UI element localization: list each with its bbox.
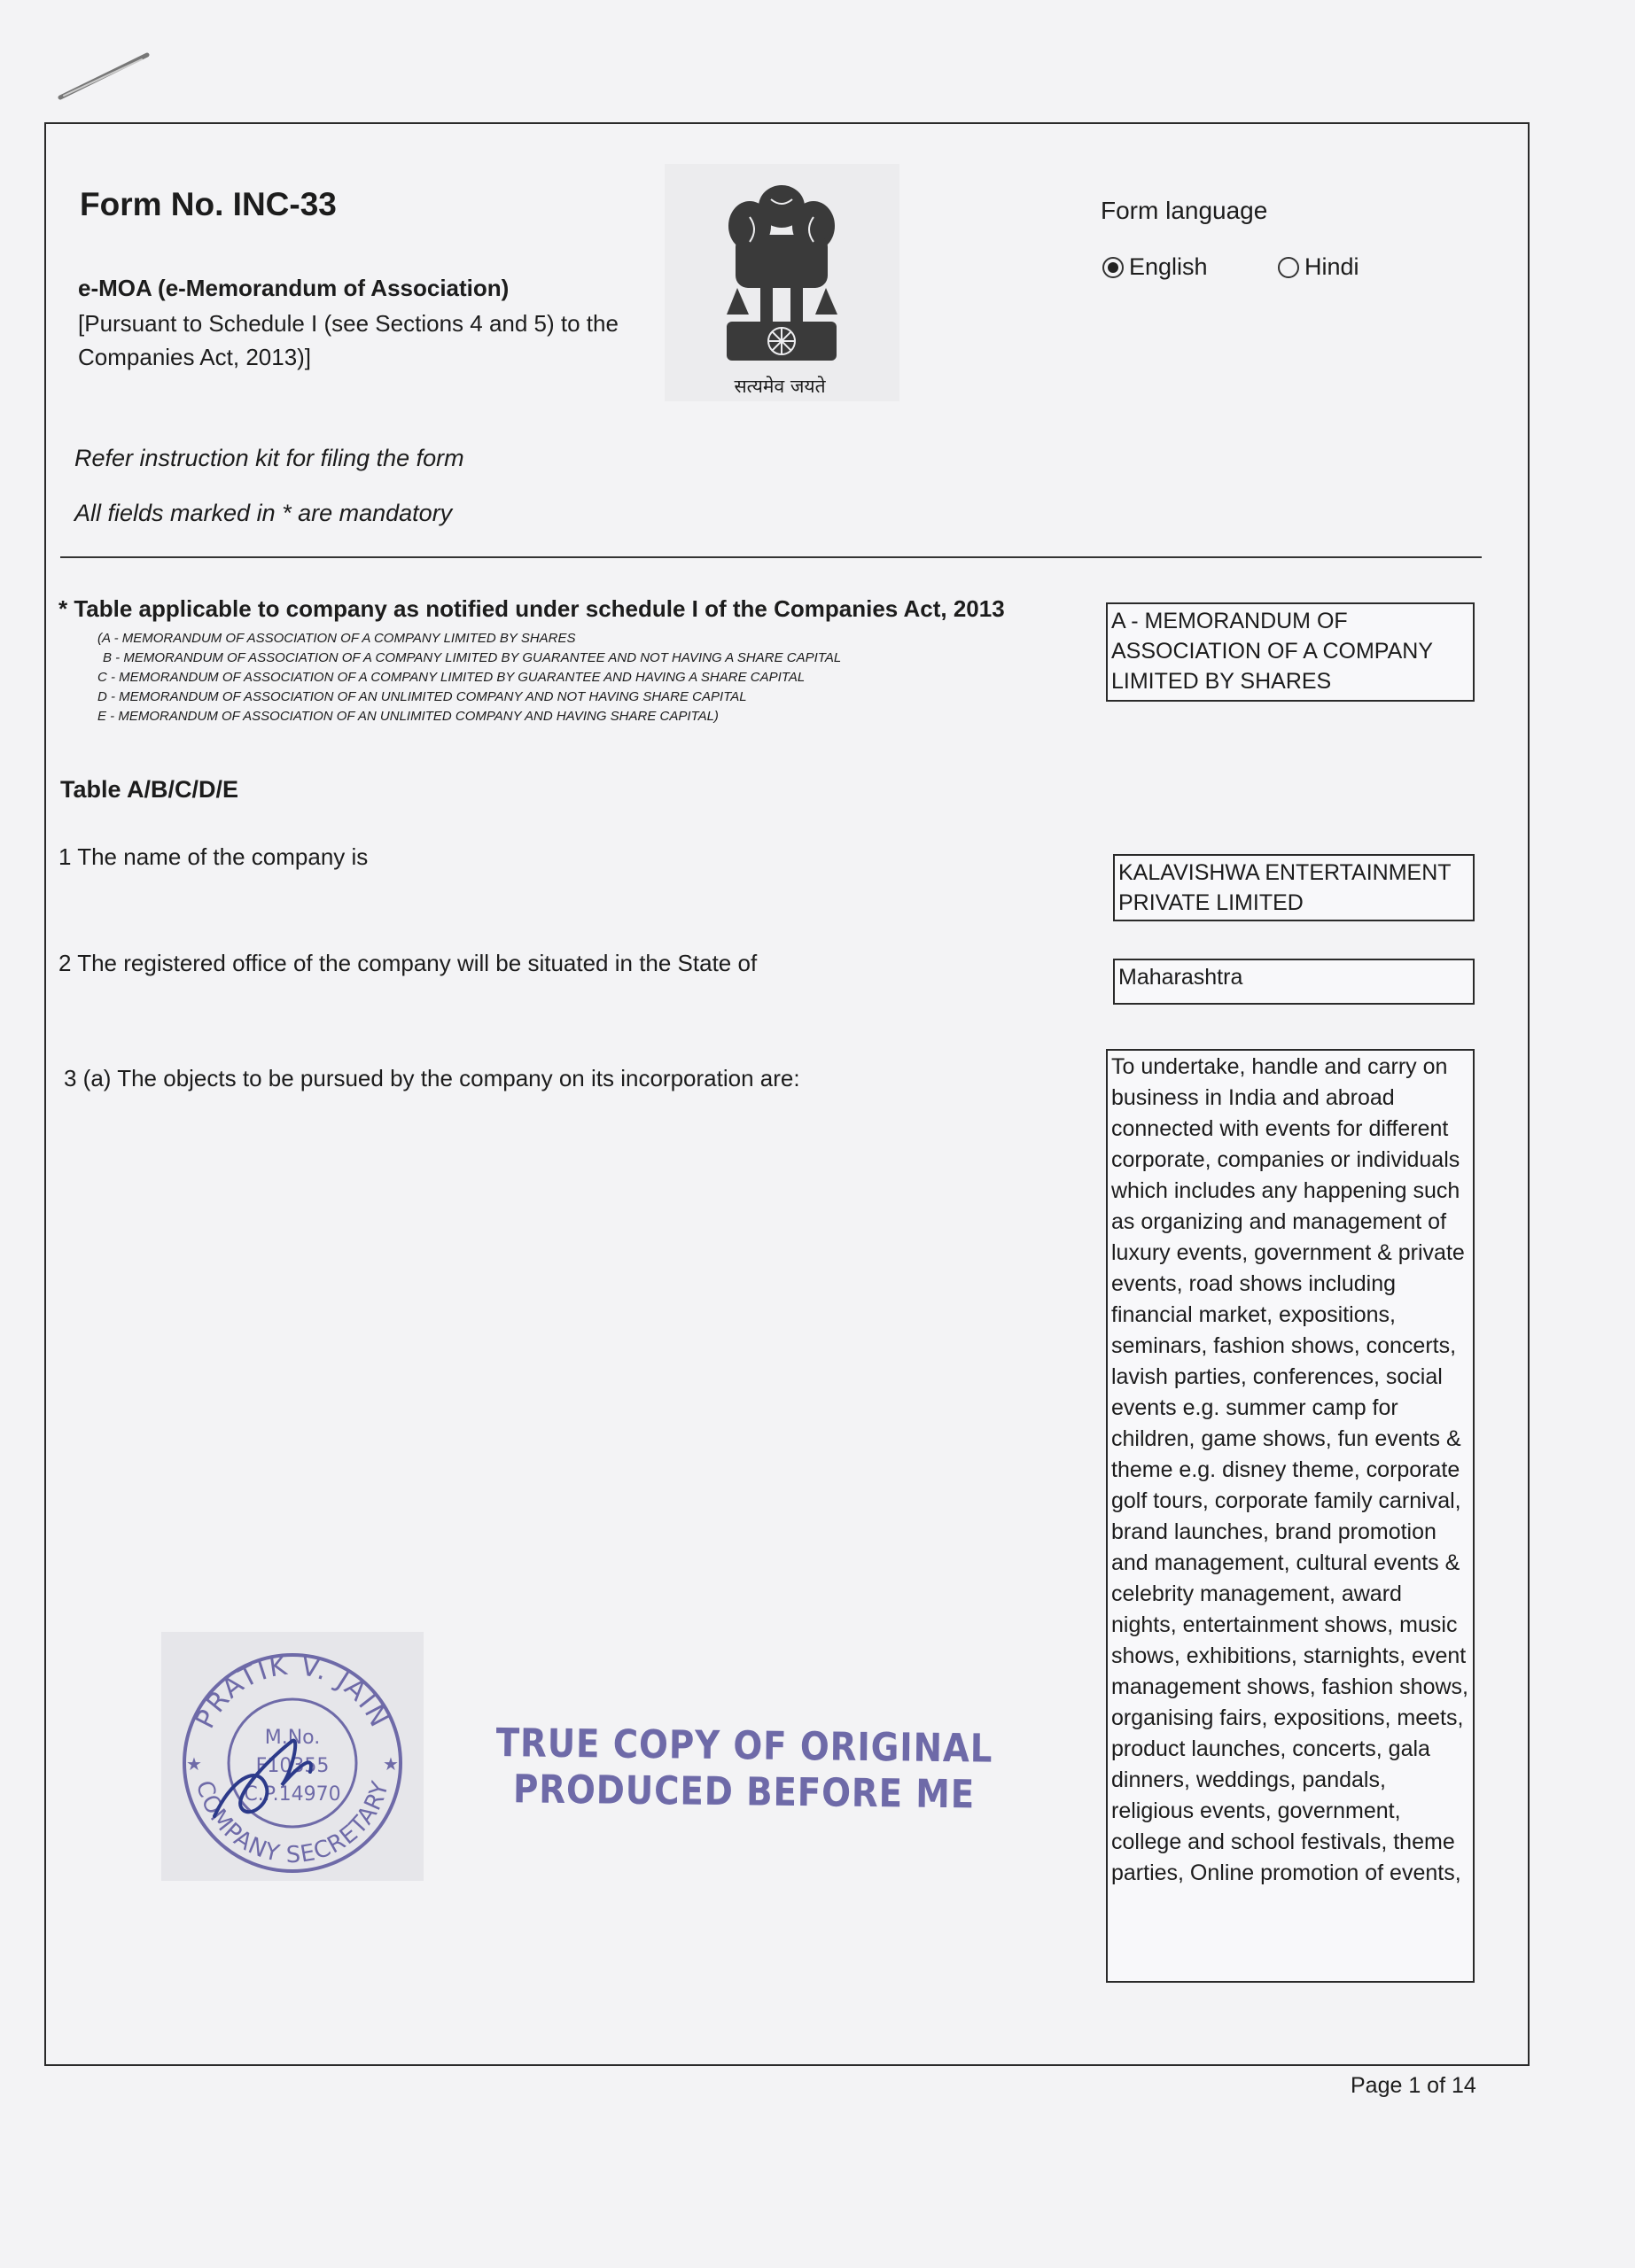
stamp-line: TRUE COPY OF ORIGINAL bbox=[495, 1720, 993, 1772]
svg-text:★: ★ bbox=[186, 1755, 202, 1775]
table-option: E - MEMORANDUM OF ASSOCIATION OF AN UNLIMITED COMPANY AND HAVING SHARE CAPITAL) bbox=[97, 709, 719, 724]
radio-unselected-icon[interactable] bbox=[1278, 257, 1299, 278]
table-option: B - MEMORANDUM OF ASSOCIATION OF A COMPANY LIMITED BY GUARANTEE AND NOT HAVING A SHARE CAPITAL bbox=[103, 650, 842, 665]
seal-line: C.P.14970 bbox=[244, 1783, 341, 1806]
svg-text:★: ★ bbox=[383, 1755, 399, 1775]
company-name-field[interactable]: KALAVISHWA ENTERTAINMENT PRIVATE LIMITED bbox=[1113, 854, 1475, 921]
page-number: Page 1 of 14 bbox=[1351, 2073, 1476, 2098]
instruction-note: Refer instruction kit for filing the form bbox=[74, 445, 464, 471]
company-name-label: 1 The name of the company is bbox=[58, 843, 369, 870]
mandatory-note: All fields marked in * are mandatory bbox=[74, 500, 453, 526]
language-option-english[interactable] bbox=[1102, 253, 1208, 281]
seal-line: M.No. bbox=[264, 1727, 321, 1749]
true-copy-stamp bbox=[495, 1720, 993, 1819]
registered-state-field[interactable]: Maharashtra bbox=[1113, 959, 1475, 1005]
language-option-label: English bbox=[1129, 253, 1208, 280]
form-pursuant-text: [Pursuant to Schedule I (see Sections 4 and 5) to the Companies Act, 2013)] bbox=[78, 310, 619, 370]
form-number: Form No. INC-33 bbox=[80, 186, 337, 222]
seal-ring-bottom: COMPANY SECRETARY bbox=[190, 1777, 395, 1869]
table-option: C - MEMORANDUM OF ASSOCIATION OF A COMPANY LIMITED BY GUARANTEE AND HAVING A SHARE CAPITAL bbox=[97, 670, 806, 685]
table-label: Table A/B/C/D/E bbox=[60, 776, 239, 803]
registered-state-label: 2 The registered office of the company will be situated in the State of bbox=[58, 950, 758, 976]
emblem-motto: सत्यमेव जयते bbox=[734, 376, 826, 397]
seal-line: F10355 bbox=[255, 1755, 330, 1777]
form-title: e-MOA (e-Memorandum of Association) bbox=[78, 275, 510, 301]
form-language-label: Form language bbox=[1101, 197, 1268, 224]
radio-selected-icon[interactable] bbox=[1102, 257, 1124, 278]
objects-field[interactable]: To undertake, handle and carry on business in India and abroad connected with events for different corporate, companies or individuals which includes any happening such as organizing and management of luxury events, government & private events, road shows including financial market, expositions, seminars, fashion shows, concerts, lavish parties, conferences, social events e.g. summer camp for children, game shows, fun events & theme e.g. disney theme, corporate golf tours, corporate family carnival, brand launches, brand promotion and management, cultural events & celebrity management, award nights, entertainment shows, music shows, exhibitions, starnights, event management shows, fashion shows, organising fairs, expositions, meets, product launches, concerts, gala dinners, weddings, pandals, religious events, government, college and school festivals, theme parties, Online promotion of events, bbox=[1106, 1049, 1475, 1983]
language-option-hindi[interactable] bbox=[1278, 253, 1359, 281]
header-divider bbox=[60, 556, 1482, 558]
stamp-line: PRODUCED BEFORE ME bbox=[512, 1767, 976, 1818]
table-option: D - MEMORANDUM OF ASSOCIATION OF AN UNLIMITED COMPANY AND NOT HAVING SHARE CAPITAL bbox=[97, 689, 747, 704]
state-emblem-icon bbox=[665, 164, 899, 401]
language-option-label: Hindi bbox=[1304, 253, 1359, 280]
table-applicable-heading: * Table applicable to company as notified under schedule I of the Companies Act, 2013 bbox=[58, 595, 1005, 622]
table-option: (A - MEMORANDUM OF ASSOCIATION OF A COMPANY LIMITED BY SHARES bbox=[97, 631, 576, 646]
table-selection-field[interactable]: A - MEMORANDUM OF ASSOCIATION OF A COMPANY LIMITED BY SHARES bbox=[1106, 602, 1475, 702]
seal-ring-top: PRATIK V. JAIN bbox=[189, 1650, 396, 1734]
table-options-list bbox=[97, 629, 841, 726]
company-secretary-seal bbox=[160, 1630, 425, 1883]
objects-label: 3 (a) The objects to be pursued by the company on its incorporation are: bbox=[64, 1065, 800, 1091]
pen-mark bbox=[43, 44, 158, 106]
